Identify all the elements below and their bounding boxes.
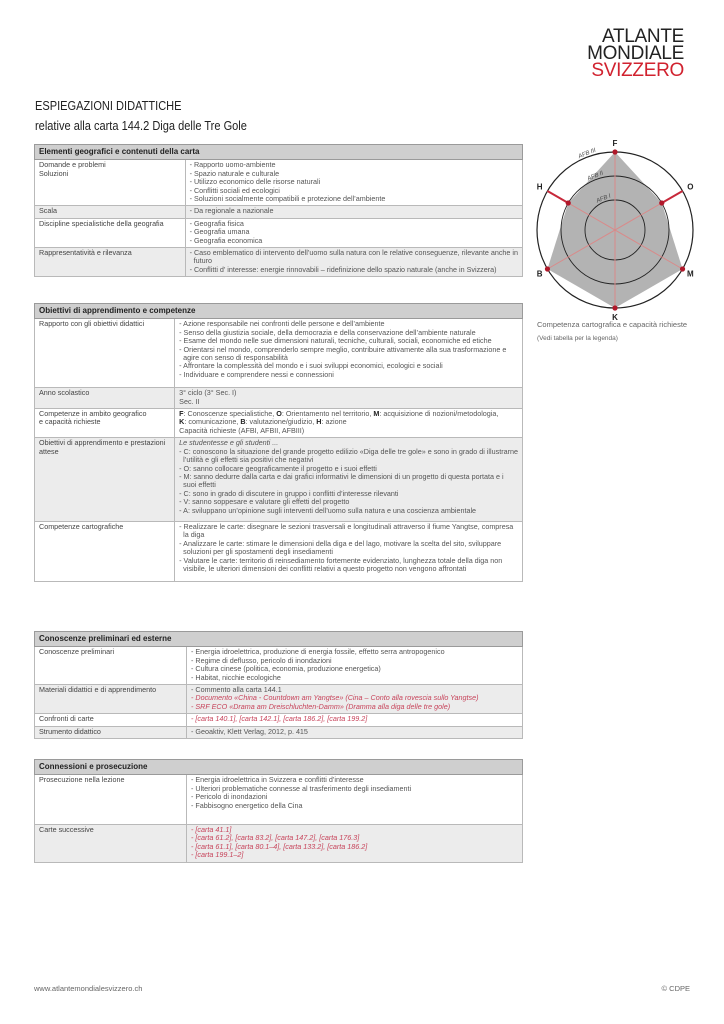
radar-extension xyxy=(547,191,568,203)
content-line: - Energia idroelettrica, produzione di energia fossile, effetto serra antropogenico xyxy=(191,647,445,657)
content-line: - Realizzare le carte: disegnare le sezioni trasversali e longitudinali attraverso il fiume Yangtse, compresa xyxy=(179,521,514,531)
radar-level-label: AFB I xyxy=(595,193,612,205)
content-line: - V: sanno soppesare e valutare gli effetti del progetto xyxy=(179,497,350,507)
row-label-line: Materiali didattici e di apprendimento xyxy=(39,685,157,695)
content-line: - Caso emblematico di intervento dell’uomo sulla natura con le relative conseguenze, rilevante anche in xyxy=(189,248,518,258)
content-line: - A: sviluppano un’opinione sugli interventi dell’uomo sulla natura e una coscienza ambientale xyxy=(179,505,477,515)
content-line: futuro xyxy=(193,256,212,266)
row-content xyxy=(187,726,523,738)
content-line: - Energia idroelettrica in Svizzera e conflitti d’interesse xyxy=(191,775,364,785)
row-content xyxy=(185,248,522,277)
content-line: - Geografia economica xyxy=(189,235,263,245)
atlas-logo xyxy=(587,28,684,79)
map-reference-link[interactable]: - [carta 199.1–2] xyxy=(191,850,244,860)
content-line: - Esame del mondo nelle sue dimensioni naturali, tecniche, culturali, sociali, economiche ed etiche xyxy=(179,336,492,346)
page-title: ESPIEGAZIONI DIDATTICHE xyxy=(35,98,182,113)
competence-text: : Orientamento nel territorio, xyxy=(281,409,374,419)
row-label-line: Rappresentatività e rilevanza xyxy=(39,248,132,258)
row-label xyxy=(35,319,175,388)
content-line: - Affrontare la complessità del mondo e i suoi sviluppi economici, ecologici e sociali xyxy=(179,361,443,371)
row-label xyxy=(35,647,187,685)
row-content xyxy=(187,647,523,685)
row-label xyxy=(35,248,186,277)
radar-point xyxy=(680,266,685,271)
row-content xyxy=(187,775,523,825)
section-title: Conoscenze preliminari ed esterne xyxy=(35,632,523,647)
intro-text: Le studentesse e gli studenti ... xyxy=(179,438,279,448)
competence-key: O xyxy=(276,409,282,419)
content-line: - Azione responsabile nei confronti delle persone e dell’ambiente xyxy=(179,319,385,329)
row-content xyxy=(175,319,523,388)
row-content xyxy=(187,685,523,714)
logo-line-2: MONDIALE xyxy=(587,43,684,64)
row-content xyxy=(187,714,523,726)
row-label-line: Carte successive xyxy=(39,825,94,835)
radar-axis-label: F xyxy=(612,139,618,148)
radar-level-label: AFB III xyxy=(577,147,597,161)
footer-copyright: © CDPE xyxy=(661,984,690,993)
content-line: - Ulteriori problematiche connesse al trasferimento degli insediamenti xyxy=(191,783,412,793)
row-content xyxy=(175,409,523,438)
table-row xyxy=(35,685,523,714)
competence-key: F xyxy=(179,409,184,419)
map-reference-link[interactable]: - [carta 41.1] xyxy=(191,825,232,835)
row-label-line: Soluzioni xyxy=(39,168,69,178)
content-line: - C: conoscono la situazione del grande progetto edilizio «Diga delle tre gole» e sono in grado di illustrarne xyxy=(179,446,518,456)
content-line: - Rapporto uomo-ambiente xyxy=(189,160,276,170)
content-line: - Senso della giustizia sociale, della democrazia e della conservazione dell’ambiente naturale xyxy=(179,327,476,337)
row-label-line: Competenze cartografiche xyxy=(39,521,124,531)
content-line: - Geoaktiv, Klett Verlag, 2012, p. 415 xyxy=(191,726,308,736)
content-line: - Soluzioni socialmente compatibili e protezione dell’ambiente xyxy=(189,194,386,204)
map-reference-link[interactable]: - Documento «China - Countdown am Yangtse» (Cina – Conto alla rovescia sullo Yangtse) xyxy=(191,693,479,703)
row-label xyxy=(35,775,187,825)
row-content xyxy=(175,438,523,522)
map-reference-link[interactable]: - [carta 140.1], [carta 142.1], [carta 186.2], [carta 199.2] xyxy=(191,714,368,724)
content-line: - Conflitti sociali ed ecologici xyxy=(189,185,280,195)
content-line: - Utilizzo economico delle risorse naturali xyxy=(189,177,321,187)
row-label-line: e capacità richieste xyxy=(39,417,101,427)
competence-radar-chart xyxy=(531,139,721,322)
section-table xyxy=(34,631,523,739)
row-label xyxy=(35,206,186,218)
content-line: - C: sono in grado di discutere in gruppo i conflitti d’interesse rilevanti xyxy=(179,488,399,498)
table-row xyxy=(35,438,523,522)
row-label xyxy=(35,160,186,206)
content-line: - Da regionale a nazionale xyxy=(189,206,274,216)
row-label-line: Conoscenze preliminari xyxy=(39,647,115,657)
radar-point xyxy=(612,149,617,154)
radar-level-label: AFB II xyxy=(586,170,605,183)
content-line: - Analizzare le carte: stimare le dimensioni della diga e del lago, motivare la scelta del sito, sviluppare xyxy=(179,538,502,548)
radar-axis-label: M xyxy=(687,269,694,279)
row-label-line: Prosecuzione nella lezione xyxy=(39,775,125,785)
section-table xyxy=(34,759,523,863)
row-label-line: Scala xyxy=(39,206,57,216)
row-content xyxy=(175,521,523,581)
content-line: - Individuare e comprendere nessi e connessioni xyxy=(179,369,334,379)
footer-url[interactable]: www.atlantemondialesvizzero.ch xyxy=(34,984,143,993)
table-row xyxy=(35,248,523,277)
competence-key: H xyxy=(316,417,322,427)
content-line: visibile, le ulteriori dimensioni dei conflitti relativi a questo progetto non vengono affrontati xyxy=(183,563,467,573)
row-label xyxy=(35,685,187,714)
content-line: - O: sanno collocare geograficamente il progetto e i suoi effetti xyxy=(179,463,377,473)
content-line: - Spazio naturale e culturale xyxy=(189,168,280,178)
competence-text: : valutazione/giudizio, xyxy=(245,417,317,427)
competence-key: B xyxy=(240,417,246,427)
competence-text: : acquisizione di nozioni/metodologia, xyxy=(379,409,499,419)
logo-line-1: ATLANTE xyxy=(601,26,684,47)
content-line: - Commento alla carta 144.1 xyxy=(191,685,282,695)
content-line: - Cultura cinese (politica, economia, produzione energetica) xyxy=(191,664,381,674)
content-line: - Orientarsi nel mondo, comprenderlo sempre meglio, contribuire attivamente alla sua trasformazione e xyxy=(179,344,507,354)
radar-point xyxy=(612,305,617,310)
radar-axis-label: H xyxy=(536,182,543,192)
content-line: la diga xyxy=(183,530,205,540)
content-line: 3° ciclo (3° Sec. I) xyxy=(179,388,237,398)
row-label-line: Discipline specialistiche della geografia xyxy=(39,218,164,228)
table-row xyxy=(35,319,523,388)
table-row xyxy=(35,160,523,206)
table-row xyxy=(35,521,523,581)
radar-axis-label: O xyxy=(687,182,694,192)
radar-caption: Competenza cartografica e capacità richieste xyxy=(537,320,688,329)
radar-point xyxy=(659,200,664,205)
content-line: Sec. II xyxy=(179,396,200,406)
row-content xyxy=(187,825,523,863)
table-row xyxy=(35,409,523,438)
competence-text: : Conoscenze specialistiche, xyxy=(183,409,277,419)
content-line: - Valutare le carte: territorio di reinsediamento fortemente evidenziato, lunghezza totale della diga non xyxy=(179,555,503,565)
content-line: suoi effetti xyxy=(183,480,216,490)
table-row xyxy=(35,218,523,247)
competence-afb: Capacità richieste (AFBI, AFBII, AFBIII) xyxy=(179,425,305,435)
row-label xyxy=(35,726,187,738)
table-row xyxy=(35,647,523,685)
radar-extension xyxy=(662,191,683,203)
table-row xyxy=(35,726,523,738)
row-label-line: Obiettivi di apprendimento e prestazioni xyxy=(39,438,166,448)
section-title: Connessioni e prosecuzione xyxy=(35,760,523,775)
row-content xyxy=(185,218,522,247)
row-label-line: Confronti di carte xyxy=(39,714,94,724)
section-title: Elementi geografici e contenuti della carta xyxy=(35,145,523,160)
row-label xyxy=(35,438,175,522)
row-label-line: Rapporto con gli obiettivi didattici xyxy=(39,319,145,329)
content-line: - Geografia umana xyxy=(189,227,250,237)
table-row xyxy=(35,206,523,218)
content-line: - Fabbisogno energetico della Cina xyxy=(191,800,303,810)
row-label-line: Competenze in ambito geografico xyxy=(39,409,147,419)
radar-axis-label: B xyxy=(536,269,543,279)
row-label xyxy=(35,218,186,247)
section-table xyxy=(34,303,523,582)
map-reference-link[interactable]: - [carta 61.1], [carta 80.1–4], [carta 133.2], [carta 186.2] xyxy=(191,841,368,851)
table-row xyxy=(35,775,523,825)
page-subtitle: relative alla carta 144.2 Diga delle Tre Gole xyxy=(35,118,247,133)
radar-point xyxy=(545,266,550,271)
content-line: - Pericolo di inondazioni xyxy=(191,792,268,802)
competence-text: : azione xyxy=(321,417,347,427)
row-label xyxy=(35,714,187,726)
row-label xyxy=(35,521,175,581)
row-label xyxy=(35,409,175,438)
row-label-line: Anno scolastico xyxy=(39,388,90,398)
row-label xyxy=(35,388,175,409)
row-label-line: Domande e problemi xyxy=(39,160,106,170)
table-row xyxy=(35,388,523,409)
content-line: agire con senso di responsabilità xyxy=(183,353,288,363)
content-line: - Regime di deflusso, pericolo di inondazioni xyxy=(191,655,332,665)
row-label-line: attese xyxy=(39,446,59,456)
content-line: - Habitat, nicchie ecologiche xyxy=(191,672,281,682)
content-line: - Conflitti d’ interesse: energie rinnovabili – ridefinizione dello spazio naturale (anche in Svizzera) xyxy=(189,264,497,274)
row-content xyxy=(185,206,522,218)
table-row xyxy=(35,714,523,726)
content-line: - M: sanno dedurre dalla carta e dai grafici informativi le dimensioni di un progetto di questa portata e i xyxy=(179,471,504,481)
section-title: Obiettivi di apprendimento e competenze xyxy=(35,304,523,319)
logo-line-3: SVIZZERO xyxy=(591,60,684,81)
row-content xyxy=(175,388,523,409)
map-reference-link[interactable]: - [carta 61.2], [carta 83.2], [carta 147.2], [carta 176.3] xyxy=(191,833,360,843)
competence-text: : comunicazione, xyxy=(184,417,241,427)
row-label-line: Strumento didattico xyxy=(39,726,101,736)
competence-key: K xyxy=(179,417,185,427)
radar-note: (Vedi tabella per la legenda) xyxy=(537,335,618,342)
table-row xyxy=(35,825,523,863)
content-line: - Geografia fisica xyxy=(189,218,244,228)
row-label xyxy=(35,825,187,863)
map-reference-link[interactable]: - SRF ECO «Drama am Dreischluchten-Damm» (Dramma alla diga delle tre gole) xyxy=(191,701,451,711)
content-line: soluzioni per gli spostamenti degli insediamenti xyxy=(183,547,333,557)
row-content xyxy=(185,160,522,206)
radar-point xyxy=(566,200,571,205)
competence-key: M xyxy=(373,409,380,419)
content-line: l’utilità e gli effetti sia positivi che negativi xyxy=(183,455,314,465)
section-table xyxy=(34,144,523,277)
radar-axis-label: K xyxy=(612,313,618,322)
